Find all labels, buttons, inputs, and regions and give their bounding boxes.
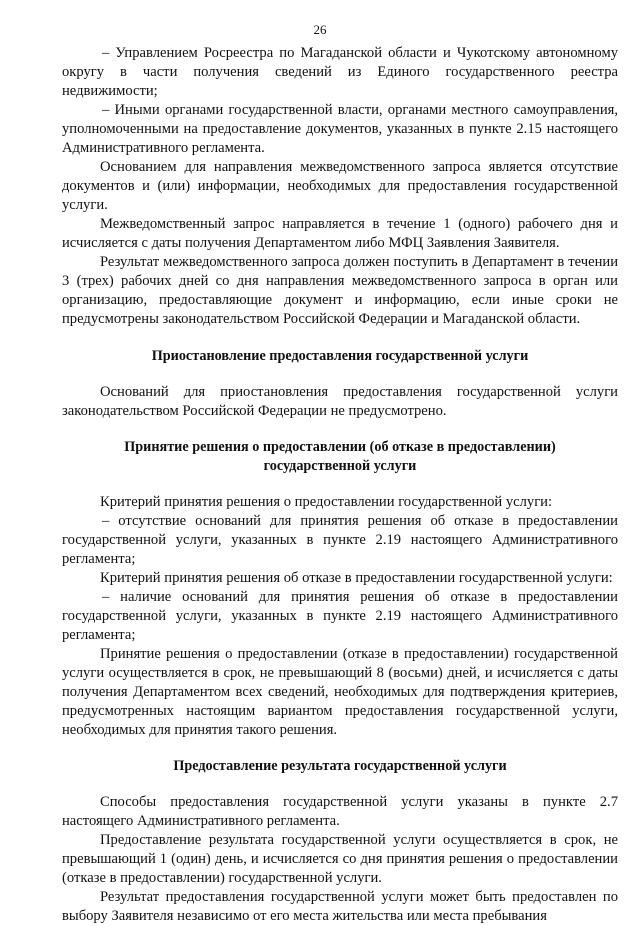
paragraph: – Иными органами государственной власти, органами местного самоуправления, уполномоченными на предоставление документов, указанных в пункте 2.15 настоящего Административного регламента.: [62, 102, 618, 156]
paragraph: Предоставление результата государственной услуги осуществляется в срок, не превышающий 1 (один) день, и исчисляется со дня принятия решения о предоставлении (отказе в предоставлении) государственной услуги.: [62, 832, 618, 886]
heading-line: государственной услуги: [263, 458, 417, 474]
paragraph: Основанием для направления межведомственного запроса является отсутствие документов и (или) информации, необходимых для предоставления государственной услуги.: [62, 159, 618, 213]
section-heading-result: Предоставление результата государственной услуги: [173, 758, 507, 774]
paragraph: Принятие решения о предоставлении (отказе в предоставлении) государственной услуги осуществляется в срок, не превышающий 8 (восьми) дней, и исчисляется с даты получения Департаментом всех сведений, необходимых для подтверждения критериев, предусмотренных настоящим вариантом предоставления государственной услуги, необходимых для принятия такого решения.: [62, 646, 618, 738]
paragraph: Критерий принятия решения о предоставлении государственной услуги:: [100, 494, 553, 510]
paragraph: – Управлением Росреестра по Магаданской области и Чукотскому автономному округу в части получения сведений из Единого государственного реестра недвижимости;: [62, 45, 618, 99]
paragraph: Оснований для приостановления предоставления государственной услуги законодательством Российской Федерации не предусмотрено.: [62, 384, 618, 419]
paragraph: Межведомственный запрос направляется в течение 1 (одного) рабочего дня и исчисляется с даты получения Департаментом либо МФЦ Заявления Заявителя.: [62, 216, 618, 251]
heading-line: Принятие решения о предоставлении (об отказе в предоставлении): [124, 439, 556, 455]
paragraph: – отсутствие оснований для принятия решения об отказе в предоставлении государственной услуги, указанных в пункте 2.19 настоящего Административного регламента;: [62, 513, 618, 567]
paragraph: – наличие оснований для принятия решения об отказе в предоставлении государственной услуги, указанных в пункте 2.19 настоящего Административного регламента;: [62, 589, 618, 643]
section-heading-suspension: Приостановление предоставления государственной услуги: [151, 348, 529, 364]
page-number: 26: [313, 22, 327, 37]
document-body: [62, 44, 618, 926]
section-heading-decision: [62, 438, 618, 476]
paragraph: Способы предоставления государственной услуги указаны в пункте 2.7 настоящего Административного регламента.: [62, 794, 618, 829]
paragraph: Критерий принятия решения об отказе в предоставлении государственной услуги:: [100, 570, 613, 586]
paragraph: Результат предоставления государственной услуги может быть предоставлен по выбору Заявителя независимо от его места жительства или места пребывания: [62, 889, 618, 924]
paragraph: Результат межведомственного запроса должен поступить в Департамент в течении 3 (трех) рабочих дней со дня направления межведомственного запроса в орган или организацию, предоставляющие документ и информацию, если иные сроки не предусмотрены законодательством Российской Федерации и Магаданской области.: [62, 254, 618, 327]
